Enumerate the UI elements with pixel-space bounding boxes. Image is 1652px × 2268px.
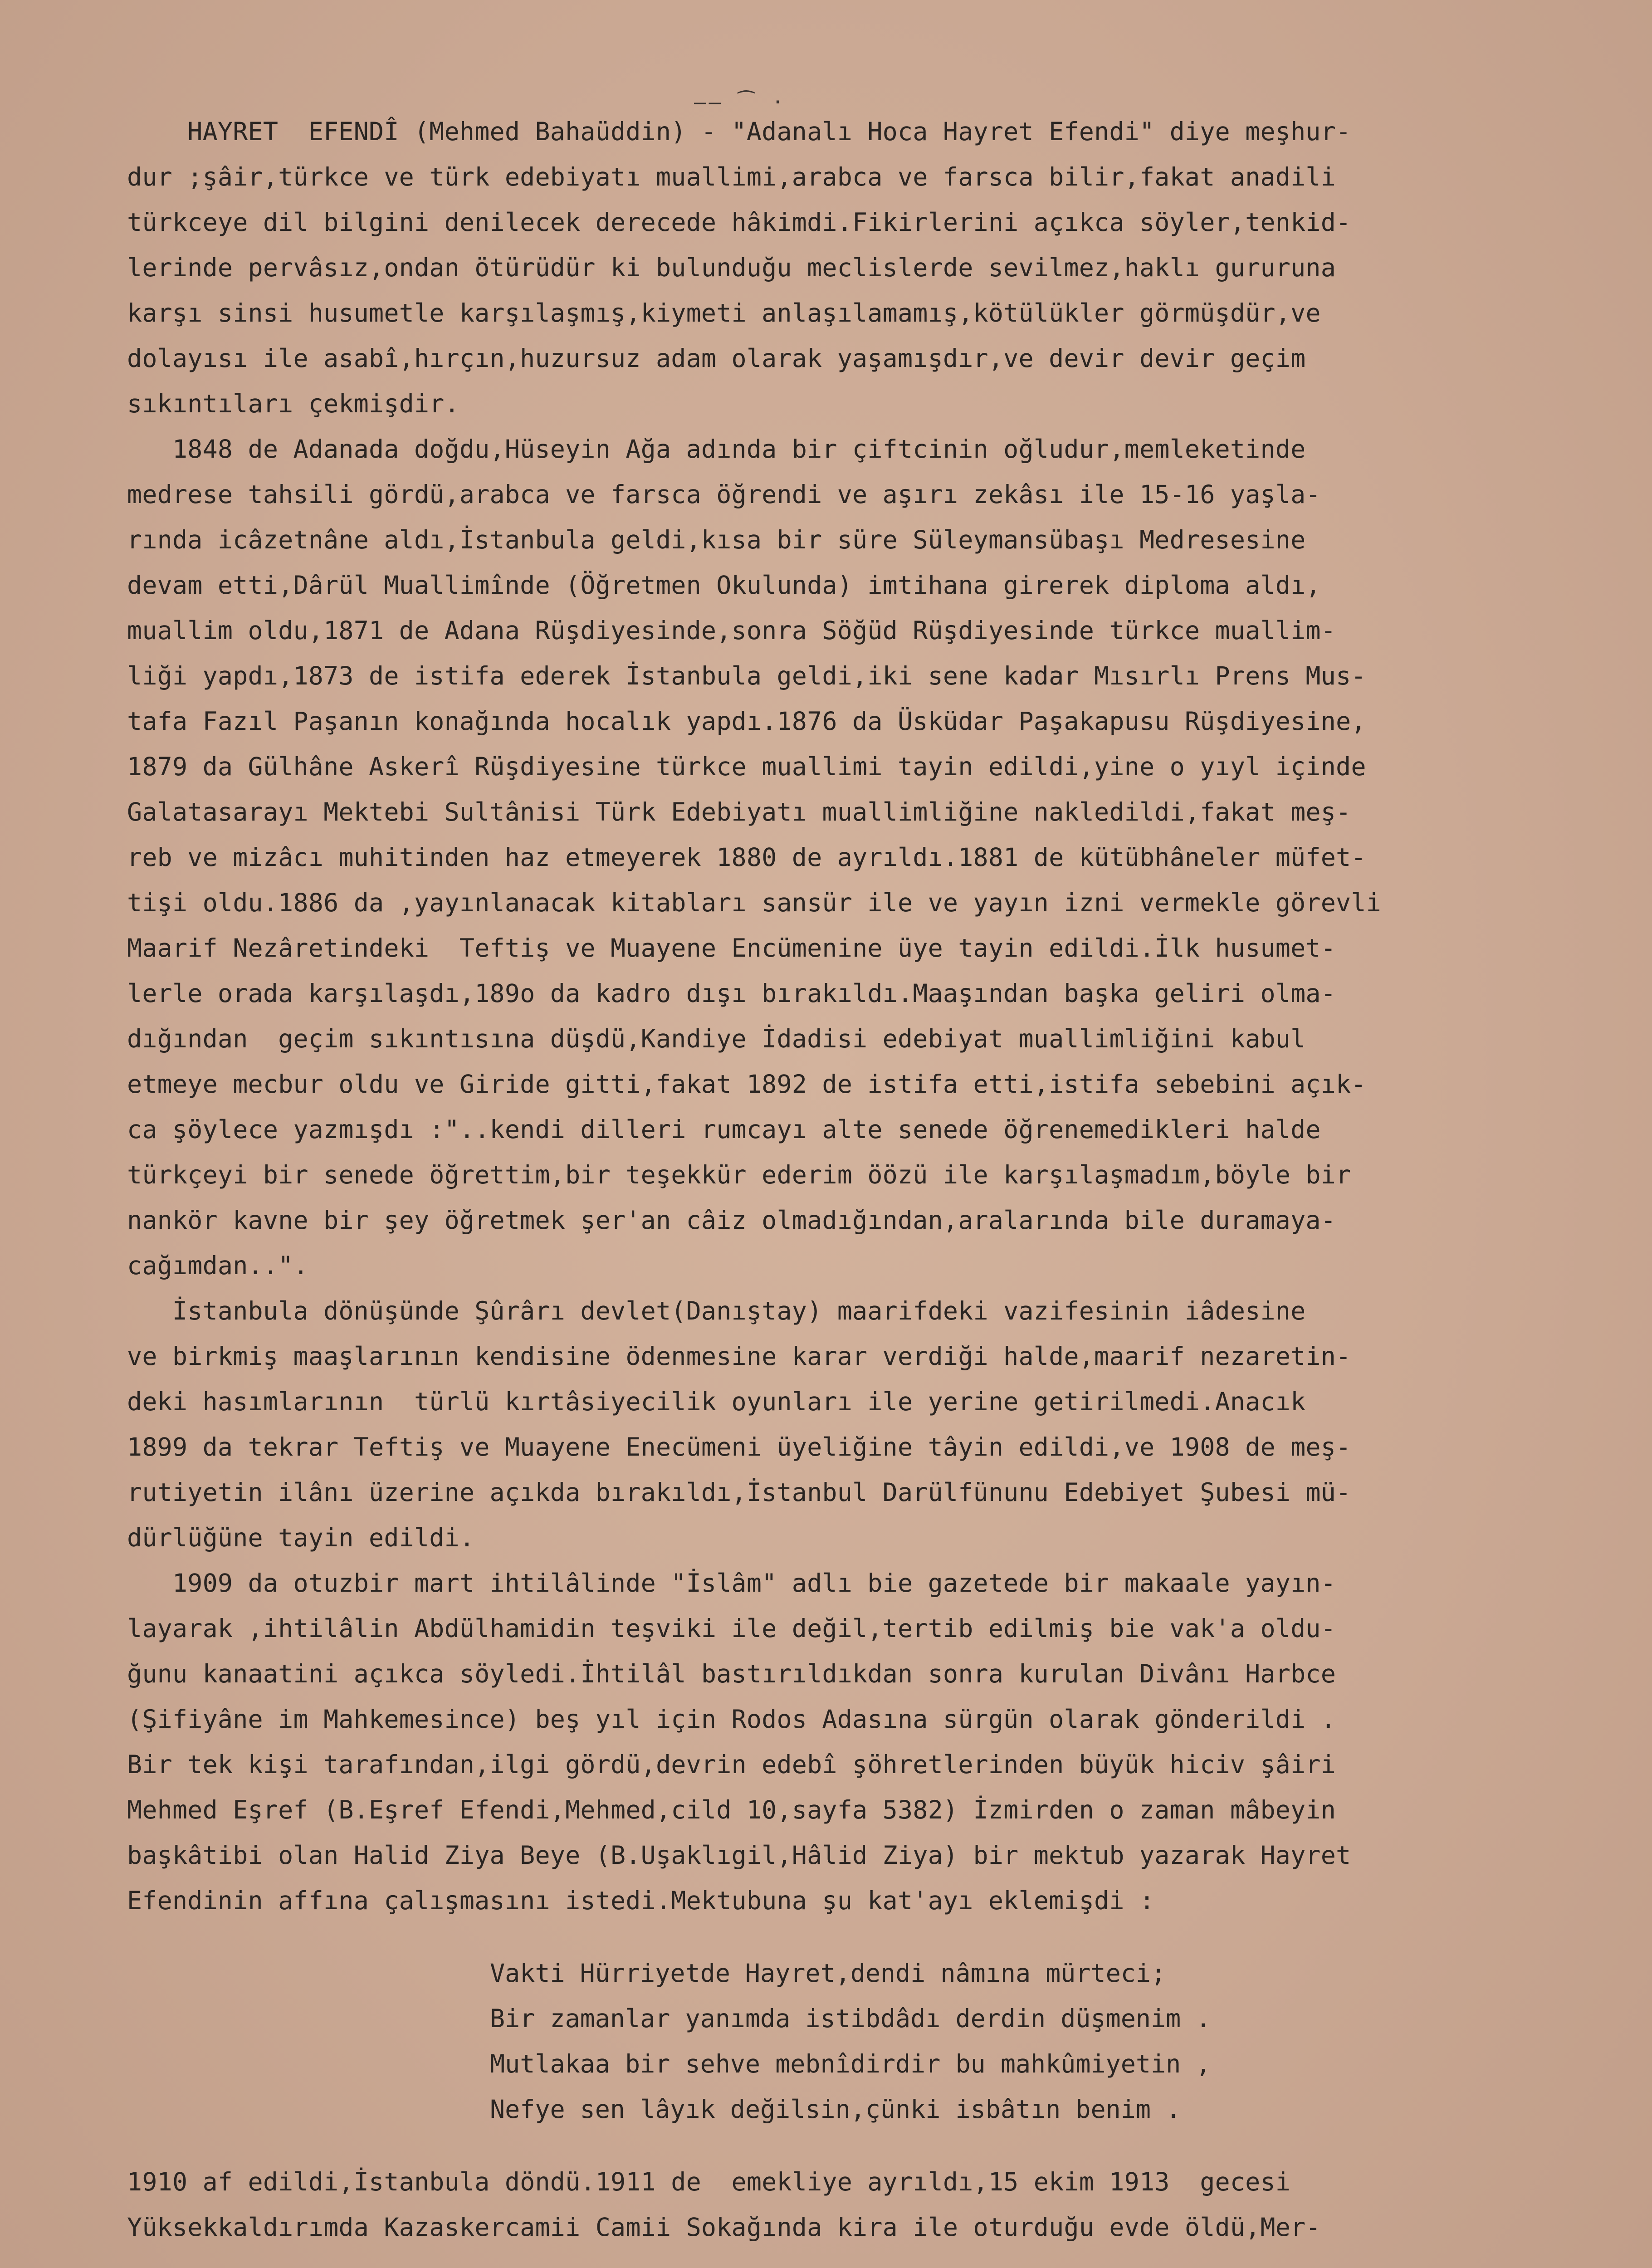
text-line: türkçeyi bir senede öğrettim,bir teşekkür ederim öözü ile karşılaşmadım,böyle bir xyxy=(127,1160,1351,1189)
closing-paragraph xyxy=(127,2159,1606,2250)
text-line: nankör kavne bir şey öğretmek şer'an câiz olmadığından,aralarında bile duramaya- xyxy=(127,1206,1336,1235)
paragraph-4 xyxy=(127,1560,1606,1923)
text-line: 1879 da Gülhâne Askerî Rüşdiyesine türkce muallimi tayin edildi,yine o yıyl içinde xyxy=(127,752,1366,781)
text-line: ve birkmiş maaşlarının kendisine ödenmesine karar verdiği halde,maarif nezaretin- xyxy=(127,1342,1351,1371)
verse-line: Bir zamanlar yanımda istibdâdı derdin düşmenim . xyxy=(490,2004,1211,2033)
text-line: başkâtibi olan Halid Ziya Beye (B.Uşaklıgil,Hâlid Ziya) bir mektub yazarak Hayret xyxy=(127,1841,1351,1870)
text-line: Bir tek kişi tarafından,ilgi gördü,devrin edebî şöhretlerinden büyük hiciv şâiri xyxy=(127,1750,1336,1779)
text-line: layarak ,ihtilâlin Abdülhamidin teşviki ile değil,tertib edilmiş bie vak'a oldu- xyxy=(127,1614,1336,1643)
text-line: rında icâzetnâne aldı,İstanbula geldi,kısa bir süre Süleymansübaşı Medresesine xyxy=(127,525,1306,554)
text-line: etmeye mecbur oldu ve Giride gitti,fakat 1892 de istifa etti,istifa sebebini açık- xyxy=(127,1070,1366,1099)
spacer xyxy=(127,1923,1606,1950)
document-body xyxy=(127,109,1606,2250)
text-line: (Şifiyâne im Mahkemesince) beş yıl için Rodos Adasına sürgün olarak gönderildi . xyxy=(127,1705,1336,1734)
paragraph-1 xyxy=(127,109,1606,426)
text-line: Mehmed Eşref (B.Eşref Efendi,Mehmed,cild 10,sayfa 5382) İzmirden o zaman mâbeyin xyxy=(127,1795,1336,1824)
paragraph-2 xyxy=(127,426,1606,1288)
text-line: reb ve mizâcı muhitinden haz etmeyerek 1880 de ayrıldı.1881 de kütübhâneler müfet- xyxy=(127,843,1366,872)
text-line: tişi oldu.1886 da ,yayınlanacak kitabları sansür ile ve yayın izni vermekle görevli xyxy=(127,888,1381,917)
text-line: Yüksekkaldırımda Kazaskercamii Camii Sokağında kira ile oturduğu evde öldü,Mer- xyxy=(127,2213,1321,2242)
text-line: İstanbula dönüşünde Şûrârı devlet(Danıştay) maarifdeki vazifesinin iâdesine xyxy=(127,1296,1306,1325)
text-line: Efendinin affına çalışmasını istedi.Mektubuna şu kat'ayı eklemişdi : xyxy=(127,1886,1155,1915)
text-line: Galatasarayı Mektebi Sultânisi Türk Edebiyatı muallimliğine nakledildi,fakat meş- xyxy=(127,797,1351,826)
text-line: türkceye dil bilgini denilecek derecede hâkimdi.Fikirlerini açıkca söyler,tenkid- xyxy=(127,208,1351,237)
text-line: muallim oldu,1871 de Adana Rüşdiyesinde,sonra Söğüd Rüşdiyesinde türkce muallim- xyxy=(127,616,1336,645)
text-line: liği yapdı,1873 de istifa ederek İstanbula geldi,iki sene kadar Mısırlı Prens Mus- xyxy=(127,661,1366,690)
text-line: sıkıntıları çekmişdir. xyxy=(127,389,459,418)
text-line: tafa Fazıl Paşanın konağında hocalık yapdı.1876 da Üsküdar Paşakapusu Rüşdiyesine, xyxy=(127,707,1366,736)
text-line: cağımdan..". xyxy=(127,1251,308,1280)
text-line: dürlüğüne tayin edildi. xyxy=(127,1523,475,1552)
text-line: devam etti,Dârül Muallimînde (Öğretmen Okulunda) imtihana girerek diploma aldı, xyxy=(127,571,1321,600)
text-line: dolayısı ile asabî,hırçın,huzursuz adam olarak yaşamışdır,ve devir devir geçim xyxy=(127,344,1306,373)
text-line: HAYRET EFENDÎ (Mehmed Bahaüddin) - "Adanalı Hoca Hayret Efendi" diye meşhur- xyxy=(127,117,1351,146)
verse-block xyxy=(127,1950,1606,2132)
text-line: karşı sinsi husumetle karşılaşmış,kiymeti anlaşılamamış,kötülükler görmüşdür,ve xyxy=(127,298,1321,327)
verse-line: Vakti Hürriyetde Hayret,dendi nâmına mürteci; xyxy=(490,1959,1166,1988)
text-line: ca şöylece yazmışdı :"..kendi dilleri rumcayı alte senede öğrenemedikleri halde xyxy=(127,1115,1321,1144)
text-line: 1909 da otuzbir mart ihtilâlinde "İslâm" adlı bie gazetede bir makaale yayın- xyxy=(127,1569,1336,1598)
text-line: lerle orada karşılaşdı,189o da kadro dışı bırakıldı.Maaşından başka geliri olma- xyxy=(127,979,1336,1008)
text-line: dur ;şâir,türkce ve türk edebiyatı muallimi,arabca ve farsca bilir,fakat anadili xyxy=(127,162,1336,191)
text-line: 1910 af edildi,İstanbula döndü.1911 de emekliye ayrıldı,15 ekim 1913 gecesi xyxy=(127,2167,1291,2196)
text-line: dığından geçim sıkıntısına düşdü,Kandiye İdadisi edebiyat muallimliğini kabul xyxy=(127,1024,1306,1053)
text-line: 1899 da tekrar Teftiş ve Muayene Enecümeni üyeliğine tâyin edildi,ve 1908 de meş- xyxy=(127,1432,1351,1461)
text-line: deki hasımlarının türlü kırtâsiyecilik oyunları ile yerine getirilmedi.Anacık xyxy=(127,1387,1306,1416)
text-line: rutiyetin ilânı üzerine açıkda bırakıldı,İstanbul Darülfünunu Edebiyet Şubesi mü- xyxy=(127,1478,1351,1507)
spacer xyxy=(127,2132,1606,2159)
text-line: medrese tahsili gördü,arabca ve farsca öğrendi ve aşırı zekâsı ile 15-16 yaşla- xyxy=(127,480,1321,509)
page-mark: —— ⁀ · xyxy=(694,91,787,114)
paragraph-3 xyxy=(127,1288,1606,1560)
verse-line: Mutlakaa bir sehve mebnîdirdir bu mahkûmiyetin , xyxy=(490,2049,1211,2078)
verse-line: Nefye sen lâyık değilsin,çünki isbâtın benim . xyxy=(490,2095,1181,2124)
text-line: 1848 de Adanada doğdu,Hüseyin Ağa adında bir çiftcinin oğludur,memleketinde xyxy=(127,435,1306,464)
text-line: ğunu kanaatini açıkca söyledi.İhtilâl bastırıldıkdan sonra kurulan Divânı Harbce xyxy=(127,1659,1336,1688)
text-line: Maarif Nezâretindeki Teftiş ve Muayene Encümenine üye tayin edildi.İlk husumet- xyxy=(127,934,1336,963)
text-line: lerinde pervâsız,ondan ötürüdür ki bulunduğu meclislerde sevilmez,haklı gururuna xyxy=(127,253,1336,282)
